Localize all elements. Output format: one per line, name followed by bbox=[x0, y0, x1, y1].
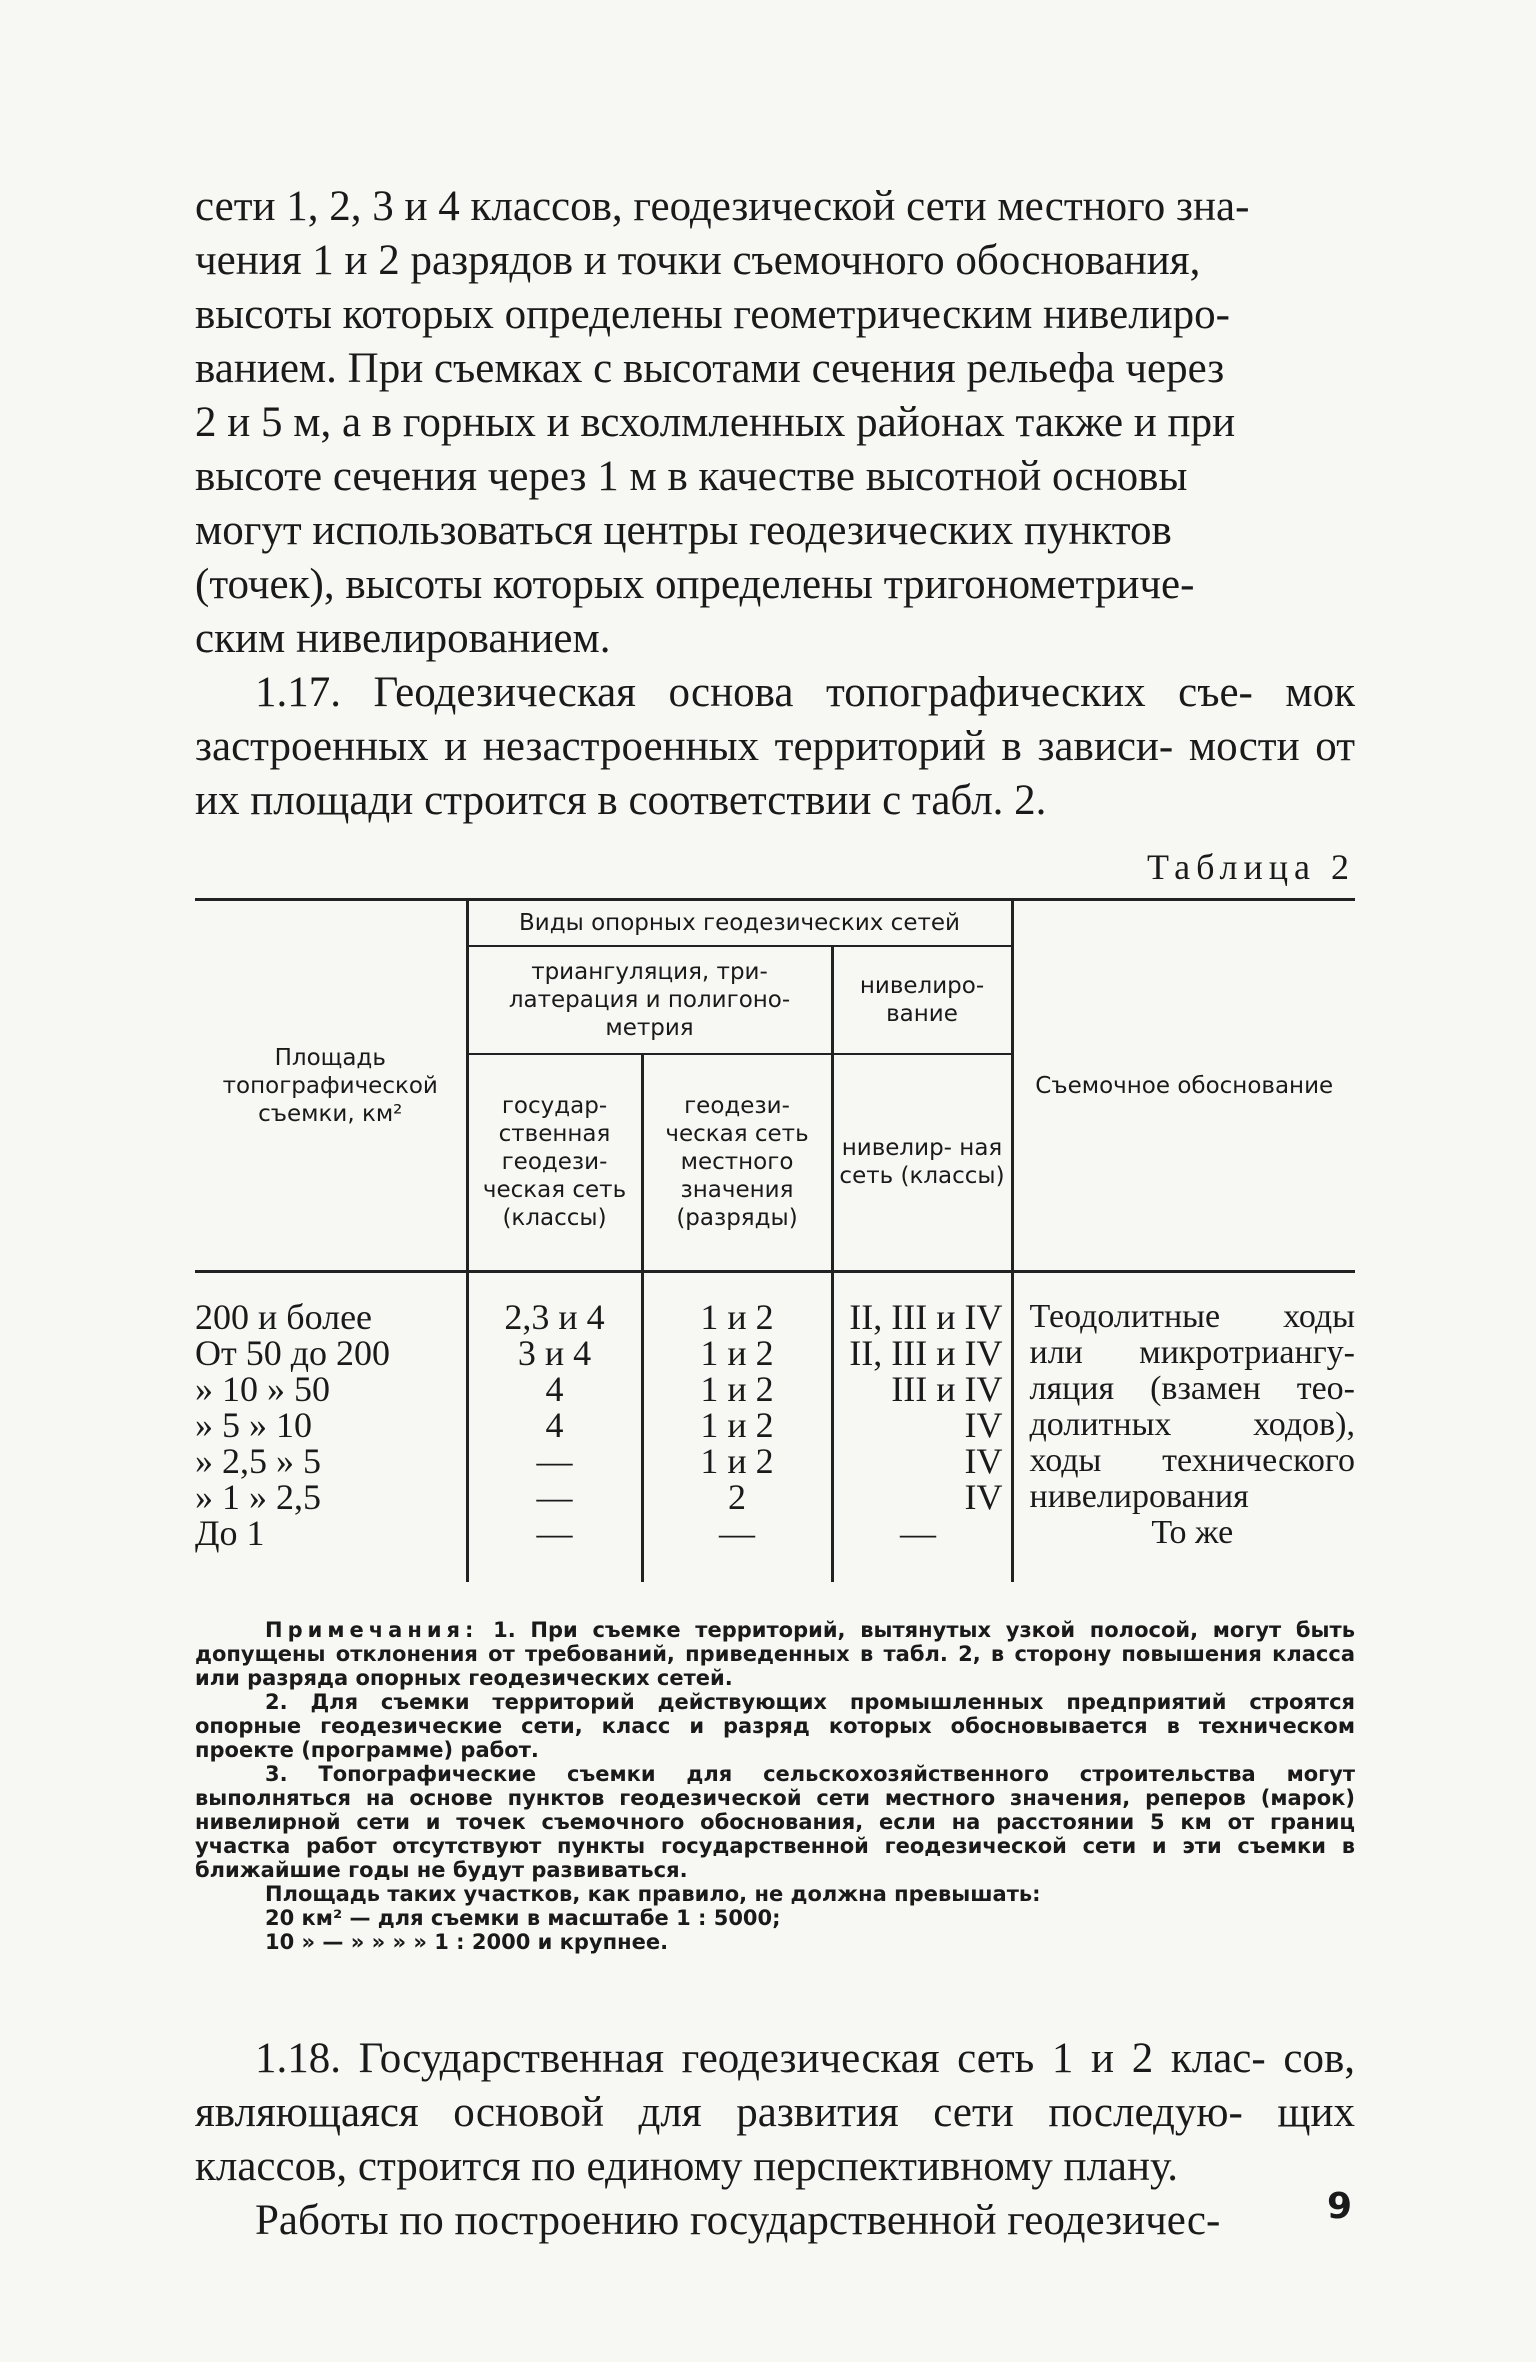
table-cell: — bbox=[536, 1477, 573, 1517]
table-cell: — bbox=[900, 1513, 936, 1553]
header-area: Площадь топографической съемки, км² bbox=[195, 900, 467, 1272]
table-cell: 1 и 2 bbox=[700, 1441, 774, 1481]
table-cell: » 2,5 » 5 bbox=[195, 1441, 321, 1481]
state-net-column bbox=[467, 1272, 642, 1582]
intro-line: ским нивелированием. bbox=[195, 615, 611, 662]
page-content bbox=[195, 180, 1355, 2248]
table-cell: 2 bbox=[728, 1477, 746, 1517]
section-text: Геодезическая основа топографических съе- мок застроенных и незастроенных территорий в зависи- мости от их площади строится в соответствии с табл. 2. bbox=[195, 669, 1356, 824]
intro-line: чения 1 и 2 разрядов и точки съемочного обоснования, bbox=[195, 237, 1201, 284]
table-cell: 3 и 4 bbox=[517, 1333, 592, 1373]
area-column bbox=[195, 1272, 467, 1582]
header-state-net: государ- ственная геодези- ческая сеть (классы) bbox=[467, 1054, 642, 1272]
note-1-text: 1. При съемке территорий, вытянутых узкой полосой, могут быть допущены отклонения от требований, приведенных в табл. 2, в сторону повышения класса или разряда опорных геодезических сетей. bbox=[195, 1617, 1355, 1690]
table-cell: — bbox=[719, 1513, 755, 1553]
table-cell: IV bbox=[964, 1405, 1003, 1445]
intro-line: могут использоваться центры геодезических пунктов bbox=[195, 507, 1172, 554]
table-cell: — bbox=[536, 1513, 573, 1553]
table-cell: II, III и IV bbox=[849, 1333, 1003, 1373]
table-cell: » 10 » 50 bbox=[195, 1369, 330, 1409]
table-cell: 1 и 2 bbox=[700, 1297, 774, 1337]
survey-text: Теодолитные ходы или микротриангу- ляция (взамен тео- долитных ходов), ходы технического нивелирования bbox=[1029, 1298, 1355, 1515]
section-1-18-continuation: Работы по построению государственной геодезичес- bbox=[255, 2196, 1221, 2244]
header-local-net: геодези- ческая сеть местного значения (разряды) bbox=[642, 1054, 832, 1272]
section-1-17 bbox=[195, 666, 1355, 828]
section-number: 1.17. bbox=[255, 669, 341, 716]
intro-line: высоте сечения через 1 м в качестве высотной основы bbox=[195, 453, 1188, 500]
table-cell: 200 и более bbox=[195, 1297, 373, 1337]
table-cell: IV bbox=[964, 1477, 1003, 1517]
intro-line: ванием. При съемках с высотами сечения рельефа через bbox=[195, 345, 1225, 392]
note-limit: Площадь таких участков, как правило, не должна превышать: bbox=[265, 1881, 1041, 1906]
table-cell: » 5 » 10 bbox=[195, 1405, 312, 1445]
table-caption: Таблица 2 bbox=[1147, 847, 1355, 887]
level-net-column bbox=[832, 1272, 1012, 1582]
table-cell: II, III и IV bbox=[849, 1297, 1003, 1337]
table-2 bbox=[195, 898, 1355, 1582]
table-cell: 1 и 2 bbox=[700, 1333, 774, 1373]
survey-column bbox=[1012, 1272, 1355, 1582]
note-1 bbox=[195, 1618, 1355, 1690]
note-2: 2. Для съемки территорий действующих промышленных предприятий строятся опорные геодезические сети, класс и разряд которых обосновывается в техническом проекте (программе) работ. bbox=[195, 1689, 1355, 1762]
note-scale-2: 10 » — » » » » 1 : 2000 и крупнее. bbox=[265, 1929, 669, 1954]
section-text: Государственная геодезическая сеть 1 и 2 клас- сов, являющаяся основой для развития сети последую- щих классов, строится по единому перспективному плану. bbox=[195, 2034, 1355, 2190]
table-cell: III и IV bbox=[891, 1369, 1003, 1409]
section-number: 1.18. bbox=[255, 2034, 341, 2082]
intro-paragraph bbox=[195, 180, 1355, 666]
note-scale-1: 20 км² — для съемки в масштабе 1 : 5000; bbox=[265, 1905, 781, 1930]
note-3: 3. Топографические съемки для сельскохозяйственного строительства могут выполняться на основе пунктов геодезической сети местного значения, реперов (марок) нивелирной сети и точек съемочного обоснования, если на расстоянии 5 км от границ участка работ отсутствуют пункты государственной геодезической сети и эти съемки в ближайшие годы не будут развиваться. bbox=[195, 1761, 1355, 1882]
table-cell: 2,3 и 4 bbox=[504, 1297, 605, 1337]
table-cell: — bbox=[536, 1441, 573, 1481]
table-cell: От 50 до 200 bbox=[195, 1333, 391, 1373]
section-1-18 bbox=[195, 2032, 1355, 2194]
header-survey: Съемочное обоснование bbox=[1012, 900, 1355, 1272]
notes-label: Примечания: bbox=[265, 1617, 479, 1642]
table-cell: 1 и 2 bbox=[700, 1405, 774, 1445]
table-cell: 1 и 2 bbox=[700, 1369, 774, 1409]
page-number: 9 bbox=[1326, 2186, 1352, 2227]
local-net-column bbox=[642, 1272, 832, 1582]
table-notes bbox=[195, 1618, 1355, 1954]
header-triangulation: триангуляция, три- латерация и полигоно- метрия bbox=[467, 946, 832, 1054]
survey-same: То же bbox=[1151, 1514, 1234, 1551]
intro-line: сети 1, 2, 3 и 4 классов, геодезической сети местного зна- bbox=[195, 183, 1250, 230]
table-cell: 4 bbox=[545, 1369, 564, 1409]
table-cell: IV bbox=[964, 1441, 1003, 1481]
intro-line: высоты которых определены геометрическим нивелиро- bbox=[195, 291, 1230, 338]
header-level-net: нивелир- ная сеть (классы) bbox=[832, 1054, 1012, 1272]
header-types: Виды опорных геодезических сетей bbox=[467, 900, 1012, 946]
table-cell: 4 bbox=[545, 1405, 564, 1445]
table-cell: » 1 » 2,5 bbox=[195, 1477, 321, 1517]
header-leveling: нивелиро- вание bbox=[832, 946, 1012, 1054]
table-cell: До 1 bbox=[195, 1513, 265, 1553]
intro-line: (точек), высоты которых определены тригонометриче- bbox=[195, 561, 1195, 608]
intro-line: 2 и 5 м, а в горных и всхолмленных районах также и при bbox=[195, 399, 1236, 446]
